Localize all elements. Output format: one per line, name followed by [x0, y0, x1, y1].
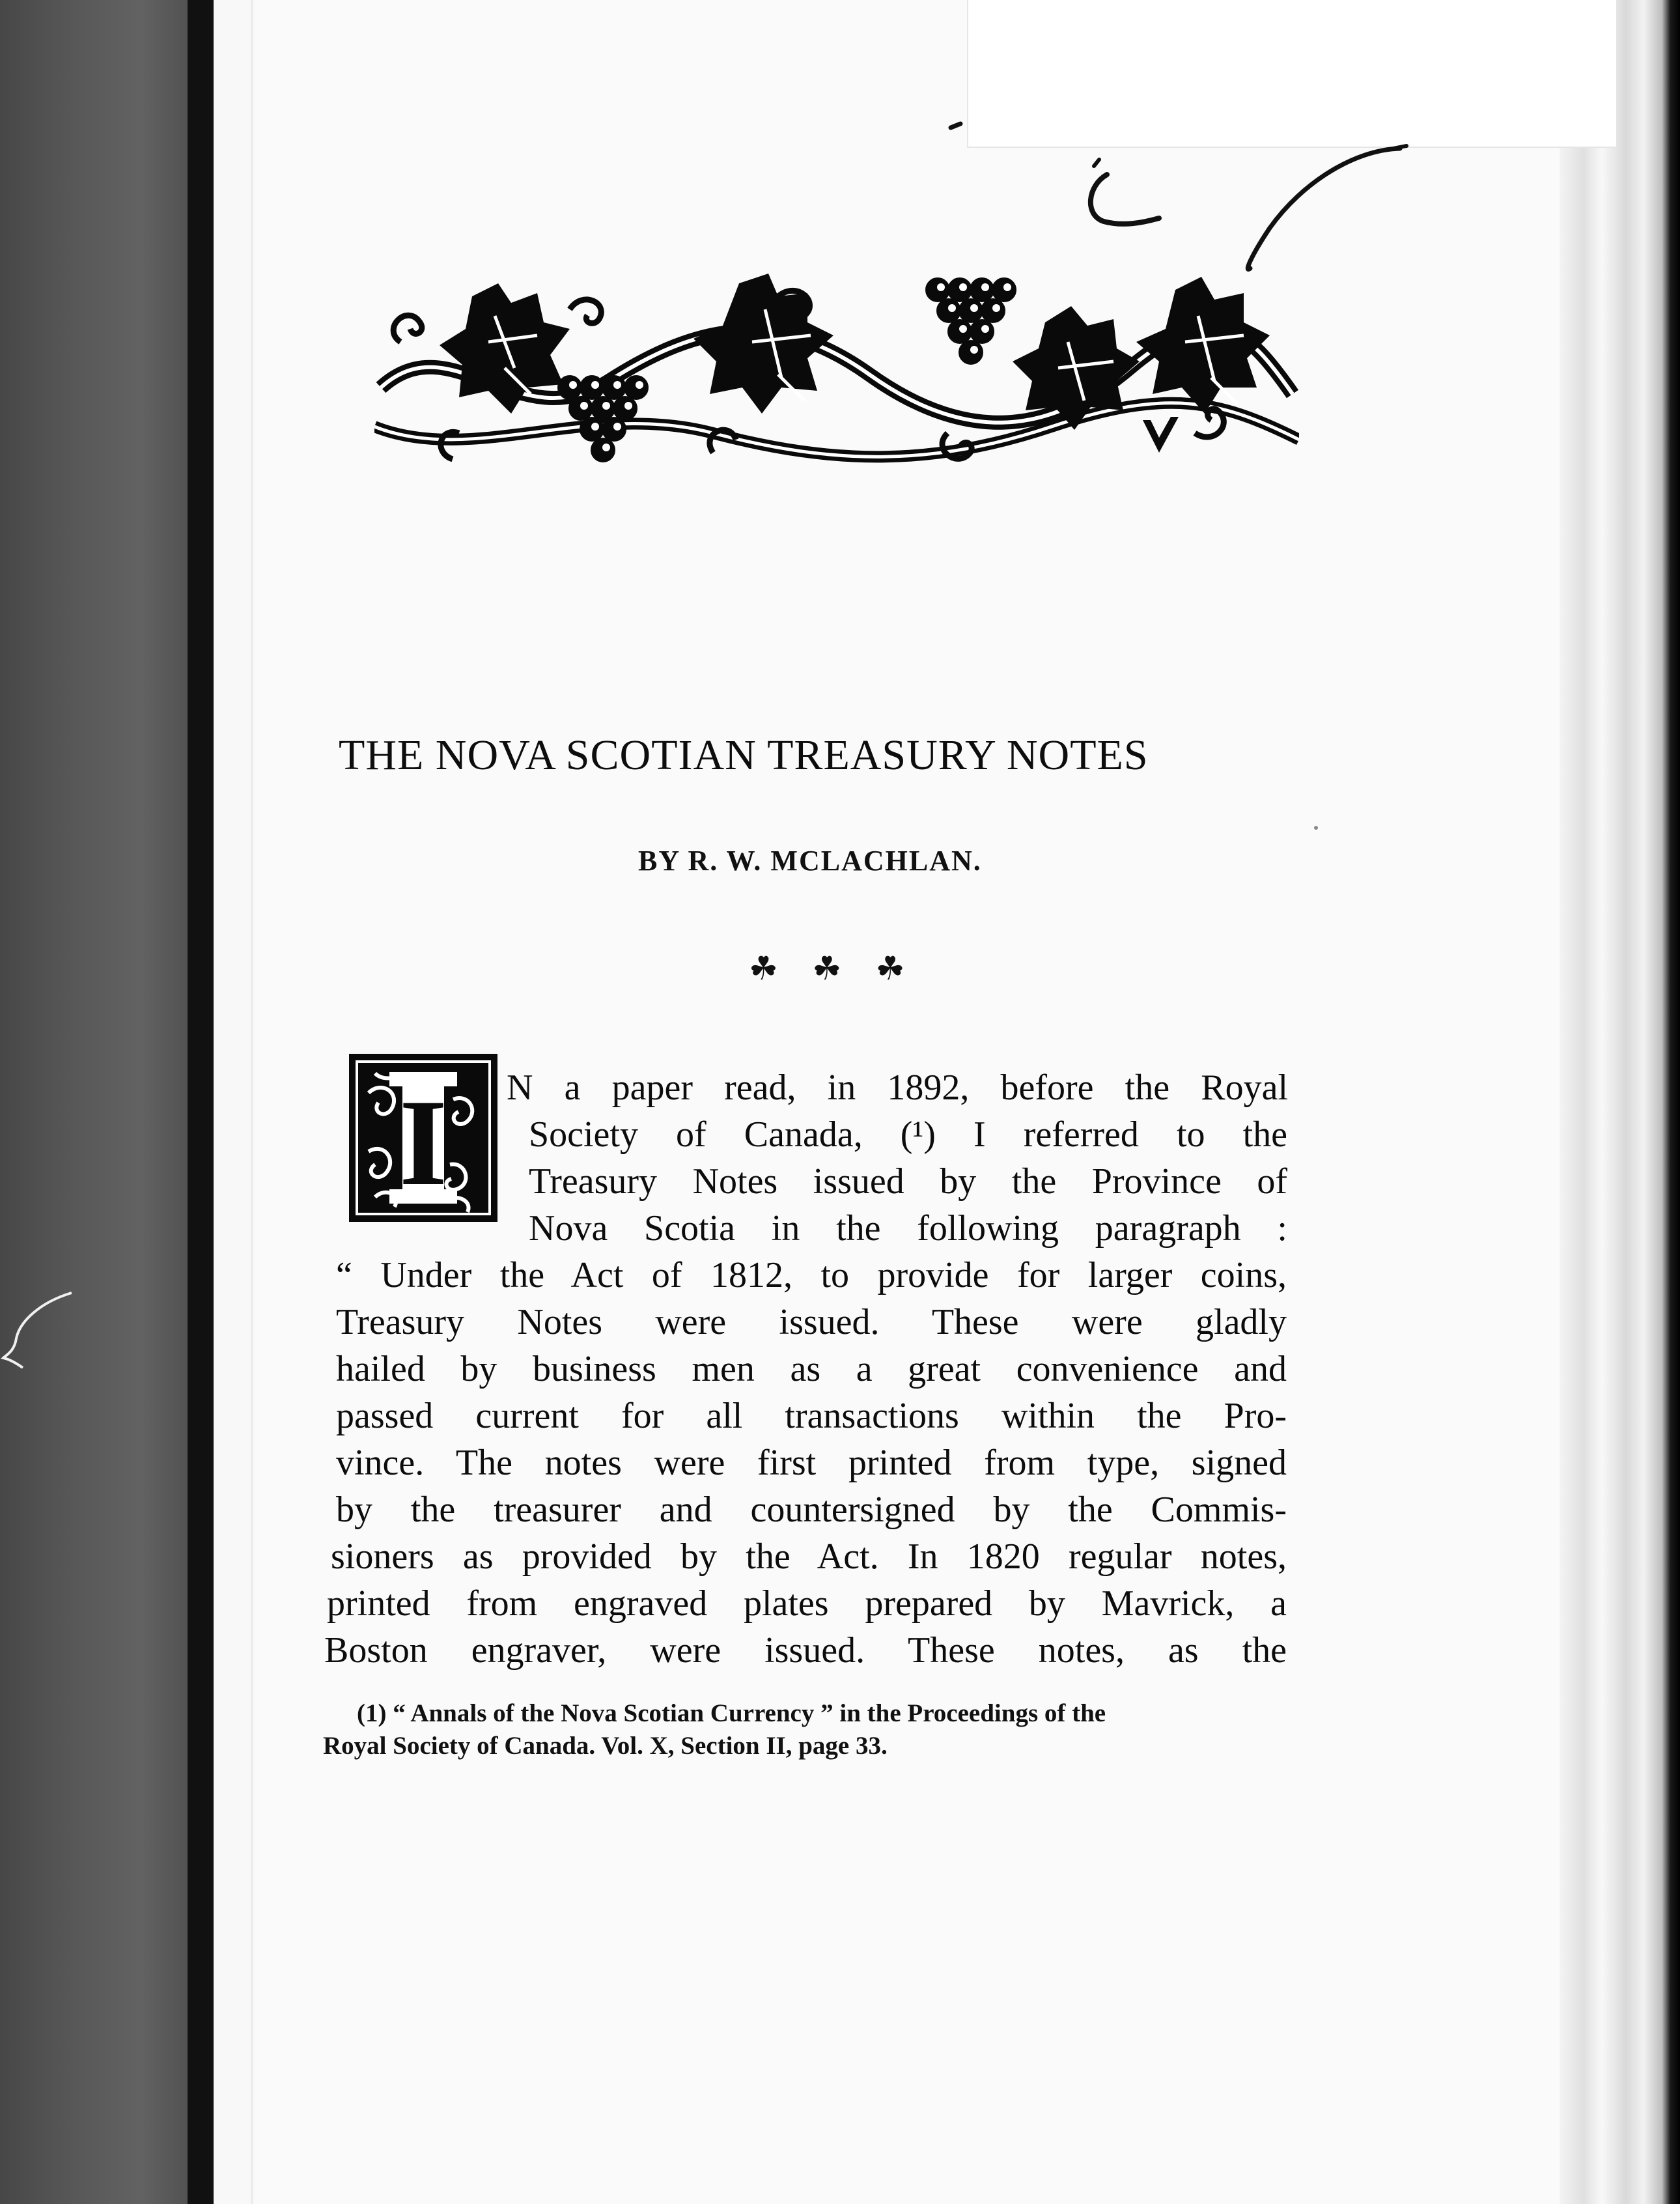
foliate-initial-frame: [349, 1054, 497, 1222]
fleuron-separator: [749, 950, 917, 987]
body-line: Treasury Notes issued by the Province of: [529, 1161, 1287, 1202]
handwriting-marks: [938, 98, 1433, 293]
binding-shadow: [188, 0, 214, 2204]
scan-dark-margin: [0, 0, 188, 2204]
body-line: “ Under the Act of 1812, to provide for larger coins,: [336, 1255, 1287, 1295]
body-line: Society of Canada, (¹) I referred to the: [529, 1114, 1287, 1155]
body-line: Treasury Notes were issued. These were gladly: [336, 1302, 1287, 1342]
dropcap-letter: I: [399, 1075, 447, 1211]
body-line: hailed by business men as a great convenience and: [336, 1349, 1287, 1389]
page-edges: [1560, 0, 1680, 2204]
body-line: by the treasurer and countersigned by the Commis-: [336, 1490, 1287, 1530]
grapevine-ornament: [374, 270, 1299, 472]
body-line: sioners as provided by the Act. In 1820 regular notes,: [331, 1536, 1287, 1577]
footnote-line: (1) “ Annals of the Nova Scotian Currency ” in the Proceedings of the: [357, 1699, 1106, 1727]
body-line: vince. The notes were first printed from type, signed: [336, 1443, 1287, 1483]
footnote-line: Royal Society of Canada. Vol. X, Section II, page 33.: [323, 1732, 888, 1760]
body-line: N a paper read, in 1892, before the Royal: [507, 1067, 1288, 1108]
article-byline: BY R. W. MCLACHLAN.: [638, 845, 982, 877]
body-line: Boston engraver, were issued. These notes, as the: [324, 1630, 1287, 1671]
body-line: passed current for all transactions within the Pro-: [336, 1396, 1287, 1436]
article-title: THE NOVA SCOTIAN TREASURY NOTES: [339, 731, 1149, 779]
margin-pencil-mark: [0, 1286, 78, 1378]
speck: [1314, 826, 1318, 830]
body-line: Nova Scotia in the following paragraph :: [529, 1208, 1287, 1249]
fleuron-icon: ☘ ☘ ☘: [749, 950, 918, 987]
body-line: printed from engraved plates prepared by Mavrick, a: [327, 1583, 1287, 1624]
